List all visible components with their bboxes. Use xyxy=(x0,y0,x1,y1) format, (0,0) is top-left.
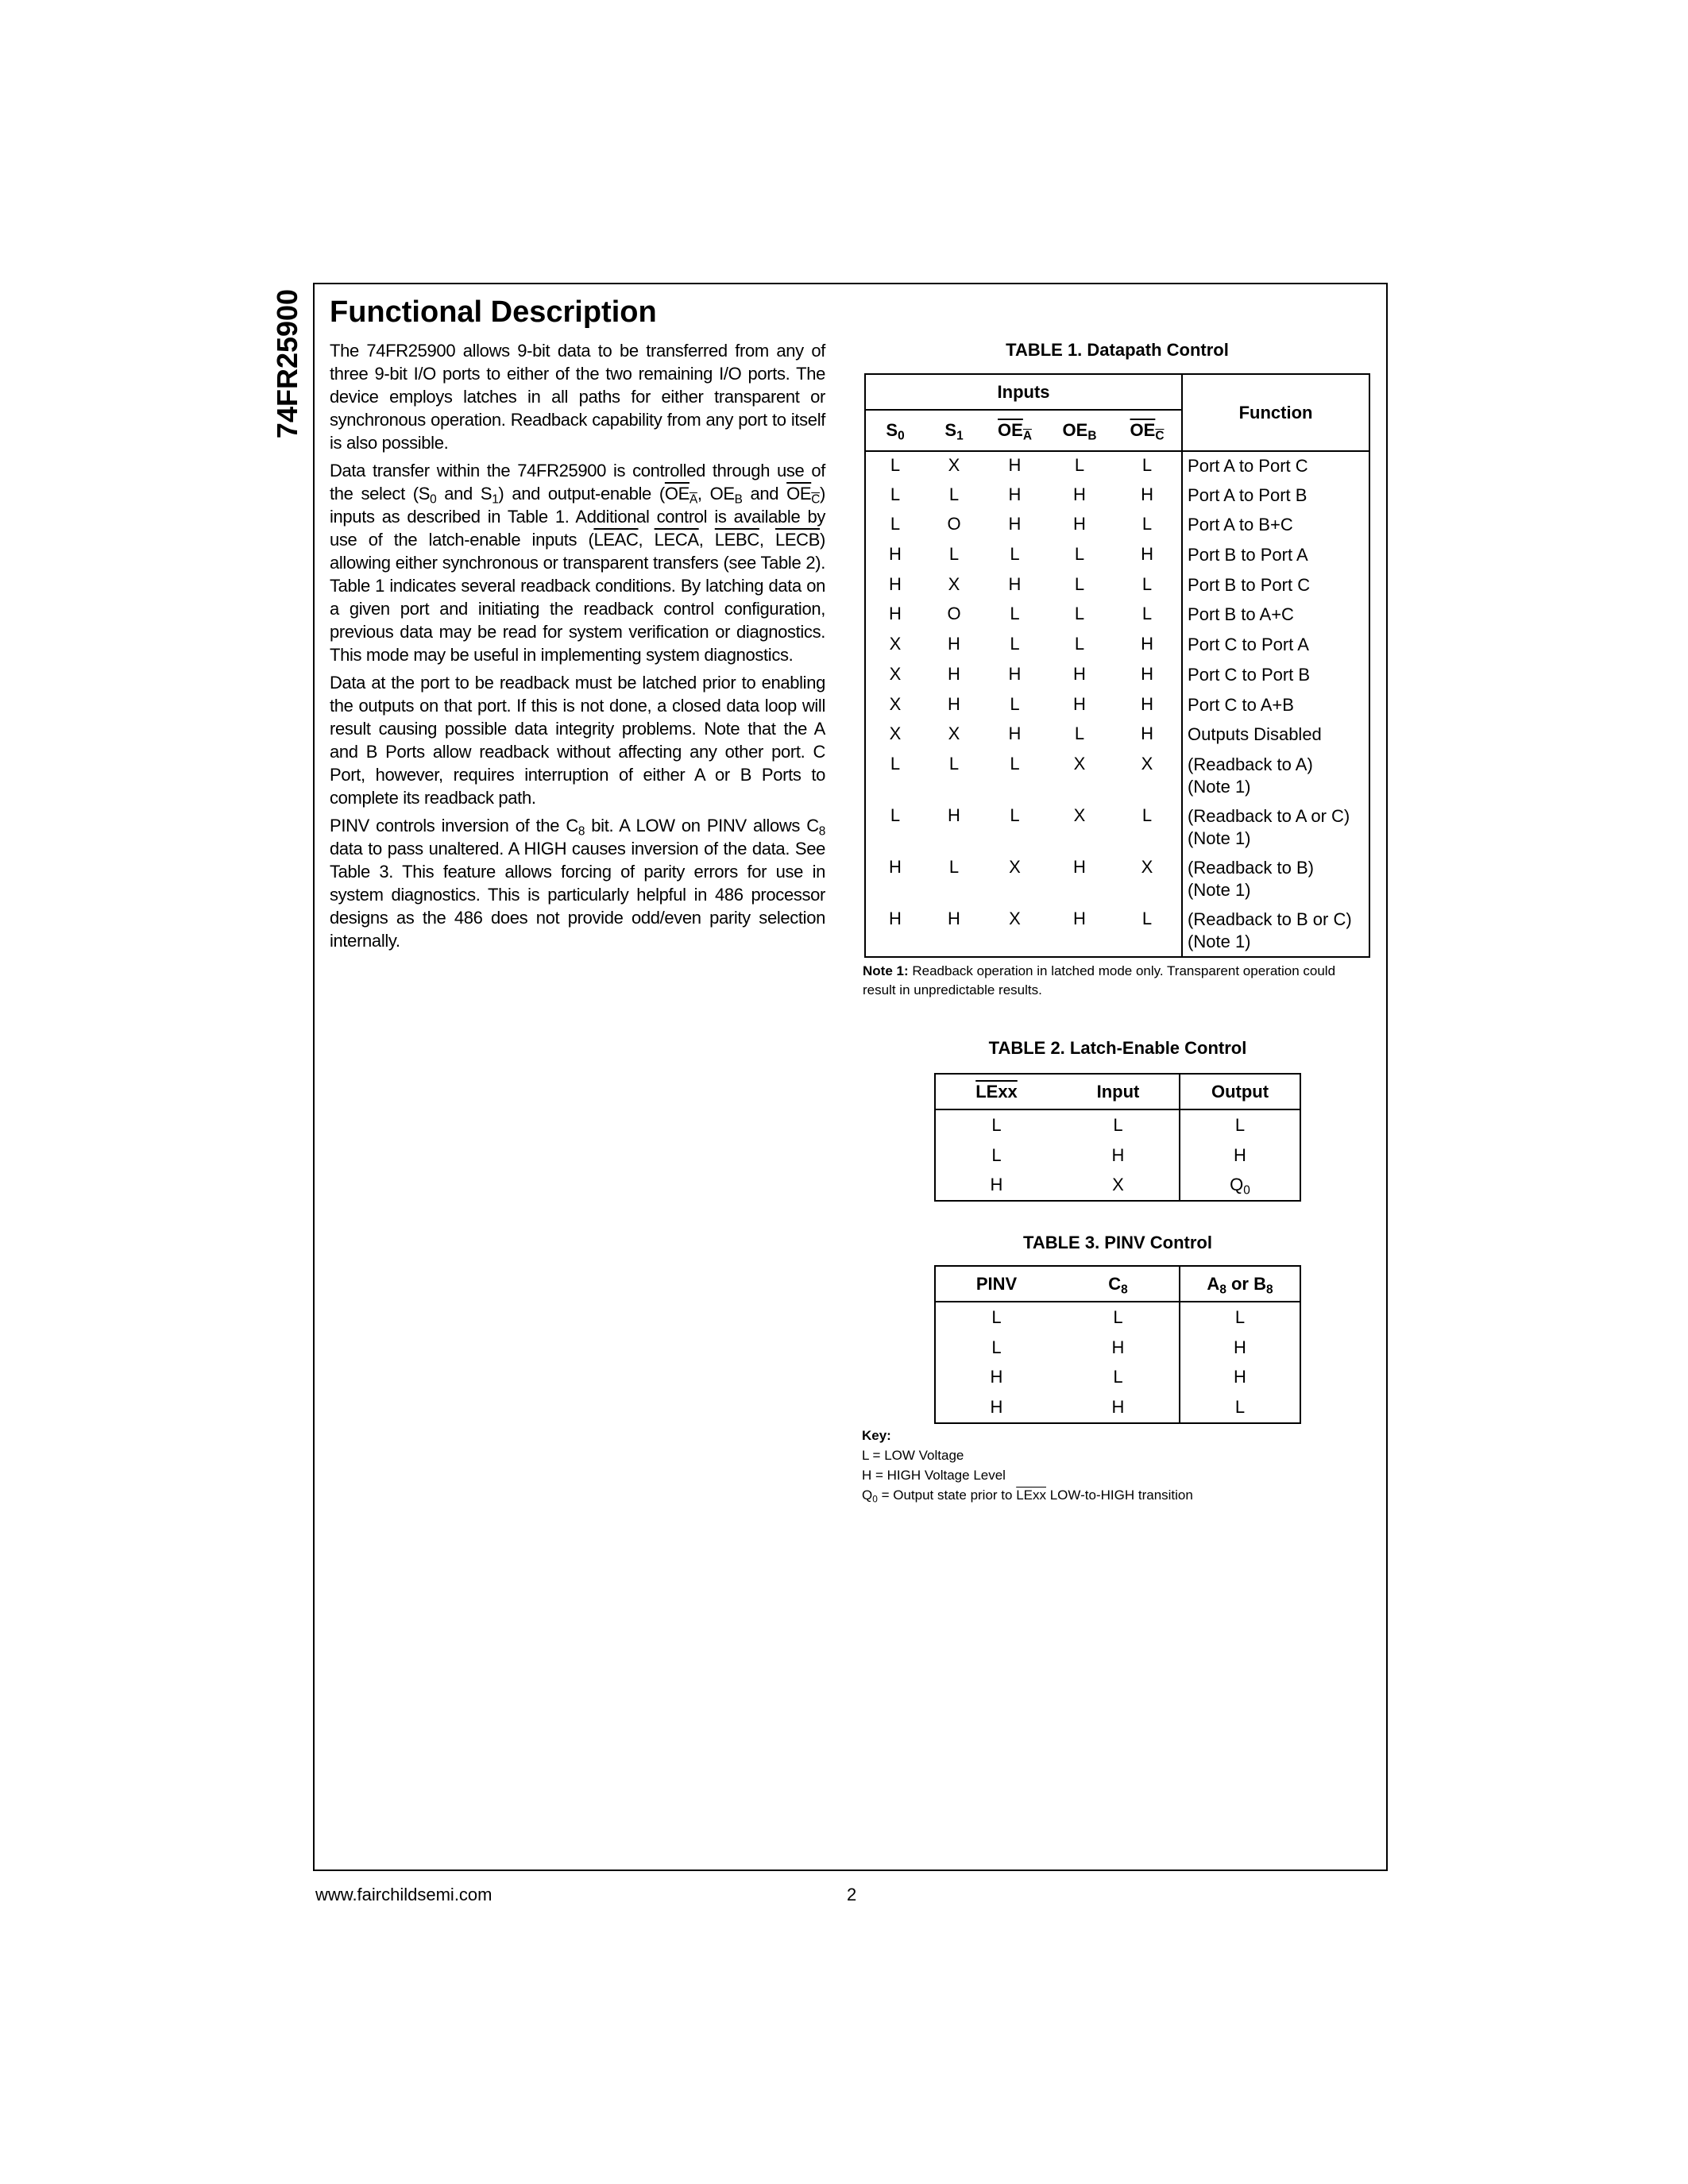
table-cell: H xyxy=(948,634,960,654)
table-cell: X xyxy=(1141,753,1153,774)
table-cell: L xyxy=(948,856,960,877)
table-cell: L xyxy=(1141,514,1153,534)
table-cell: X xyxy=(1009,856,1021,877)
table-row xyxy=(865,631,1369,661)
table-cell: L xyxy=(1074,573,1085,594)
subscript: A xyxy=(689,492,697,507)
function-text: Port B to A+C xyxy=(1188,604,1294,625)
table-cell: H xyxy=(948,663,960,684)
function-text: (Readback to A or C) xyxy=(1188,805,1350,826)
table-row xyxy=(935,1302,1300,1333)
text-run: The 74FR25900 allows 9-bit data to be transferred from any of three 9-bit I/O ports to either of the two remaining I/O ports. The device employs latches in all paths for either transparent or synchronous operation. Readback capability from any port to itself is also possible. xyxy=(330,341,825,453)
table-cell: L xyxy=(1010,753,1020,774)
table-cell: H xyxy=(1141,693,1153,714)
table-cell: L xyxy=(890,484,901,504)
text-run: L = LOW Voltage xyxy=(862,1448,964,1463)
text-run: ) inputs as described in Table 1. Additional control is available by use of the latch-enable inputs ( xyxy=(330,484,825,550)
column-header xyxy=(1180,1266,1300,1302)
table-cell xyxy=(1180,1109,1300,1140)
text-run: S xyxy=(886,420,898,440)
table-cell: H xyxy=(1073,484,1086,504)
description-body xyxy=(330,339,825,957)
table-cell: L xyxy=(1141,573,1153,594)
subscript: 1 xyxy=(956,429,964,443)
text-run: L xyxy=(1113,1114,1123,1135)
table-row xyxy=(865,854,1369,905)
table-cell: H xyxy=(1073,693,1086,714)
text-run: H xyxy=(1234,1144,1246,1165)
table-cell xyxy=(1180,1170,1300,1201)
footer-url[interactable]: www.fairchildsemi.com xyxy=(315,1885,492,1904)
text-run: LECB xyxy=(774,530,821,550)
table-cell: H xyxy=(1008,484,1022,504)
subscript: B xyxy=(1087,429,1097,443)
table-cell: L xyxy=(948,484,960,504)
table-cell: L xyxy=(1141,604,1153,624)
text-run: , xyxy=(638,530,655,550)
table-cell: L xyxy=(1074,723,1085,744)
column-header xyxy=(935,1266,1057,1302)
key-title: Key: xyxy=(862,1428,891,1443)
text-run: A xyxy=(1207,1273,1220,1294)
text-run: OE xyxy=(1062,420,1088,440)
subscript: 1 xyxy=(492,492,499,507)
function-note: (Note 1) xyxy=(1188,879,1251,900)
table-cell: X xyxy=(889,634,902,654)
column-header xyxy=(1046,410,1113,451)
latch-enable-control-table xyxy=(934,1073,1301,1202)
table-cell: H xyxy=(1141,663,1153,684)
column-header xyxy=(1057,1266,1180,1302)
inputs-header: Inputs xyxy=(865,374,1182,410)
table-row xyxy=(935,1333,1300,1363)
subscript: 0 xyxy=(898,429,905,443)
text-run: or B xyxy=(1226,1273,1266,1294)
subscript: B xyxy=(734,492,743,507)
table-cell xyxy=(1180,1140,1300,1171)
text-run: H xyxy=(1234,1337,1246,1357)
table-cell: L xyxy=(1074,455,1085,475)
table-cell: H xyxy=(1008,455,1022,475)
text-run: LECA xyxy=(654,530,699,550)
subscript: A xyxy=(1022,429,1032,443)
table-cell: L xyxy=(1141,805,1153,825)
text-run: and S xyxy=(436,484,492,504)
text-run: L xyxy=(1113,1367,1123,1387)
text-run: L xyxy=(1234,1306,1246,1327)
key-line xyxy=(862,1445,1193,1465)
table-cell: X xyxy=(1073,805,1086,825)
function-text: Port B to Port C xyxy=(1188,574,1311,595)
function-cell xyxy=(1182,481,1369,511)
table-cell: H xyxy=(889,573,902,594)
table-row xyxy=(865,661,1369,691)
text-run: , OE xyxy=(697,484,735,504)
table-cell xyxy=(1057,1333,1180,1363)
table-cell: L xyxy=(1010,604,1020,624)
function-cell xyxy=(1182,691,1369,721)
table-row xyxy=(865,905,1369,957)
table-cell xyxy=(1057,1302,1180,1333)
text-run: ) allowing either synchronous or transparent transfers (see Table 2). Table 1 indicates several readback conditions. By latching data on a given port and initiating the readback control configuration, previous data may be read for system verification or diagnostics. This mode may be useful in implementing system diagnostics. xyxy=(330,530,826,665)
subscript: 8 xyxy=(818,824,825,839)
text-run: S xyxy=(944,420,957,440)
table-row xyxy=(865,541,1369,571)
subscript: 8 xyxy=(1219,1283,1226,1297)
paragraph xyxy=(330,671,825,809)
key-line xyxy=(862,1465,1193,1485)
text-run: LEBC xyxy=(714,530,759,550)
subscript: 8 xyxy=(577,824,585,839)
table-cell xyxy=(1057,1392,1180,1423)
table-cell: X xyxy=(1073,753,1086,774)
subscript: 8 xyxy=(1121,1283,1128,1297)
function-cell xyxy=(1182,631,1369,661)
table-cell: O xyxy=(947,604,961,624)
text-run: H = HIGH Voltage Level xyxy=(862,1468,1006,1483)
text-run: , xyxy=(698,530,715,550)
table-cell: L xyxy=(1010,693,1020,714)
table-cell: L xyxy=(948,753,960,774)
table-cell xyxy=(935,1362,1057,1392)
table-cell: H xyxy=(889,908,902,928)
column-header xyxy=(865,410,925,451)
function-cell xyxy=(1182,451,1369,481)
function-cell xyxy=(1182,802,1369,854)
key-line xyxy=(862,1485,1193,1505)
table-cell: L xyxy=(890,805,901,825)
text-run: L xyxy=(991,1306,1002,1327)
function-cell xyxy=(1182,854,1369,905)
column-header xyxy=(1057,1074,1180,1109)
text-run: H xyxy=(990,1396,1003,1417)
table-cell: H xyxy=(1073,514,1086,534)
table-cell: L xyxy=(1074,634,1085,654)
table-cell: H xyxy=(1008,723,1022,744)
function-cell xyxy=(1182,720,1369,751)
table-row xyxy=(865,600,1369,631)
table-cell: H xyxy=(1008,514,1022,534)
part-number-side-label: 74FR25900 xyxy=(271,288,303,439)
table-cell xyxy=(935,1170,1057,1201)
table-cell: L xyxy=(890,514,901,534)
table-cell: H xyxy=(1073,856,1086,877)
table-row xyxy=(935,1170,1300,1201)
function-cell xyxy=(1182,600,1369,631)
table1-note xyxy=(863,962,1371,1000)
table-cell: H xyxy=(1073,908,1086,928)
text-run: H xyxy=(1111,1337,1125,1357)
table-row xyxy=(865,571,1369,601)
function-cell xyxy=(1182,541,1369,571)
table-cell: X xyxy=(1141,856,1153,877)
subscript: C xyxy=(1155,429,1165,443)
function-cell xyxy=(1182,571,1369,601)
table-cell xyxy=(1180,1392,1300,1423)
function-text: Port C to Port B xyxy=(1188,664,1311,685)
table-cell: H xyxy=(1141,634,1153,654)
column-header xyxy=(983,410,1046,451)
table-cell xyxy=(1057,1140,1180,1171)
table-cell: L xyxy=(1141,455,1153,475)
table-cell xyxy=(935,1109,1057,1140)
table-cell xyxy=(1180,1302,1300,1333)
table-cell xyxy=(935,1302,1057,1333)
text-run: , xyxy=(759,530,775,550)
text-run: L xyxy=(991,1144,1002,1165)
text-run: Output xyxy=(1211,1081,1269,1102)
table-cell xyxy=(935,1140,1057,1171)
table-cell: L xyxy=(1074,604,1085,624)
subscript: 0 xyxy=(430,492,437,507)
table-cell xyxy=(1180,1333,1300,1363)
text-run: Data at the port to be readback must be latched prior to enabling the outputs on that port. If this is not done, a closed data loop will result causing possible data integrity problems. Note that the A and B Ports allow readback without affecting any other port. C Port, however, requires interruption of either A or B Ports to complete its readback path. xyxy=(330,673,825,808)
text-run: Data transfer within the 74FR25900 is controlled through use of the select (S xyxy=(330,461,825,504)
table-cell: L xyxy=(1010,634,1020,654)
text-run: L xyxy=(1113,1306,1123,1327)
function-text: Port C to A+B xyxy=(1188,694,1294,715)
text-run: Q xyxy=(1230,1175,1244,1195)
function-text: (Readback to B) xyxy=(1188,857,1314,878)
table-row xyxy=(865,720,1369,751)
text-run: L xyxy=(1234,1114,1246,1135)
text-run: L xyxy=(1234,1396,1246,1417)
function-cell xyxy=(1182,661,1369,691)
table-row xyxy=(935,1362,1300,1392)
function-text: (Readback to B or C) xyxy=(1188,909,1352,929)
table-cell: H xyxy=(1008,573,1022,594)
table-cell: L xyxy=(948,544,960,565)
text-run: $\overline{OE}$ xyxy=(1130,420,1156,440)
table-cell: H xyxy=(889,856,902,877)
text-run: L xyxy=(991,1114,1002,1135)
table-cell xyxy=(1057,1362,1180,1392)
table-cell: X xyxy=(889,723,902,744)
function-header: Function xyxy=(1182,374,1369,451)
note-label: Note 1: xyxy=(863,963,909,978)
text-run: Q xyxy=(862,1488,873,1503)
text-run: Input xyxy=(1096,1081,1140,1102)
table-cell: X xyxy=(948,573,960,594)
table-cell: X xyxy=(948,723,960,744)
text-run: $\overline{OE}$ xyxy=(664,484,689,504)
function-note: (Note 1) xyxy=(1188,776,1251,797)
note-text: Readback operation in latched mode only. Transparent operation could result in unpredictable results. xyxy=(863,963,1336,997)
table-cell: L xyxy=(890,455,901,475)
text-run: ) and output-enable ( xyxy=(498,484,665,504)
function-text: Outputs Disabled xyxy=(1188,724,1322,745)
table-row xyxy=(865,802,1369,854)
table-cell xyxy=(935,1392,1057,1423)
table3-title: TABLE 3. PINV Control xyxy=(1023,1233,1212,1252)
text-run: H xyxy=(1111,1396,1125,1417)
function-text: Port A to Port B xyxy=(1188,484,1308,505)
text-run: X xyxy=(1112,1175,1124,1195)
section-heading: Functional Description xyxy=(330,295,657,329)
function-cell xyxy=(1182,751,1369,802)
subscript: C xyxy=(811,492,820,507)
column-header xyxy=(1180,1074,1300,1109)
table-cell xyxy=(1057,1109,1180,1140)
pinv-control-table xyxy=(934,1265,1301,1424)
function-text: Port A to B+C xyxy=(1188,515,1293,535)
text-run: C xyxy=(1108,1273,1122,1294)
text-run: LExx xyxy=(1016,1488,1046,1503)
table-cell: H xyxy=(1141,544,1153,565)
table-cell: X xyxy=(889,663,902,684)
datapath-control-table xyxy=(864,373,1370,958)
table-cell xyxy=(1180,1362,1300,1392)
table-cell: L xyxy=(1010,805,1020,825)
column-header xyxy=(1113,410,1182,451)
subscript: 0 xyxy=(872,1493,878,1505)
subscript: 8 xyxy=(1266,1283,1273,1297)
table-cell: O xyxy=(947,514,961,534)
table-cell: H xyxy=(1141,484,1153,504)
function-note: (Note 1) xyxy=(1188,828,1251,848)
text-run: data to pass unaltered. A HIGH causes inversion of the data. See Table 3. This feature allows forcing of parity errors for use in system diagnostics. This is particularly helpful in 486 processor designs as the 486 does not provide odd/even parity selection internally. xyxy=(330,839,825,951)
text-run: H xyxy=(990,1367,1003,1387)
table-cell: H xyxy=(1008,663,1022,684)
table-cell: H xyxy=(948,805,960,825)
key-legend xyxy=(862,1426,1193,1505)
function-note: (Note 1) xyxy=(1188,931,1251,951)
table-cell: L xyxy=(1010,544,1020,565)
table-cell: L xyxy=(890,753,901,774)
subscript: 0 xyxy=(1243,1183,1250,1198)
paragraph xyxy=(330,459,825,666)
table-cell: L xyxy=(1141,908,1153,928)
table2-title: TABLE 2. Latch-Enable Control xyxy=(988,1038,1247,1058)
table-cell: H xyxy=(1073,663,1086,684)
paragraph xyxy=(330,814,825,952)
table-cell: X xyxy=(1009,908,1021,928)
table-row xyxy=(935,1392,1300,1423)
page-number: 2 xyxy=(847,1885,857,1904)
text-run: $\overline{OE}$ xyxy=(786,484,812,504)
table-row xyxy=(865,481,1369,511)
text-run: PINV xyxy=(975,1273,1018,1294)
text-run: and xyxy=(742,484,787,504)
table-row xyxy=(935,1140,1300,1171)
text-run: $\overline{OE}$ xyxy=(998,420,1023,440)
table-cell: L xyxy=(1074,544,1085,565)
text-run: L xyxy=(991,1337,1002,1357)
text-run: H xyxy=(1234,1367,1246,1387)
function-text: (Readback to A) xyxy=(1188,754,1313,774)
table-cell: H xyxy=(948,908,960,928)
function-cell xyxy=(1182,905,1369,957)
paragraph xyxy=(330,339,825,454)
table-cell xyxy=(1057,1170,1180,1201)
text-run: LExx xyxy=(975,1081,1018,1102)
function-cell xyxy=(1182,511,1369,541)
text-run: H xyxy=(1111,1144,1125,1165)
table-cell: H xyxy=(889,544,902,565)
table-cell: X xyxy=(889,693,902,714)
text-run: PINV controls inversion of the C xyxy=(330,816,578,835)
table-cell: X xyxy=(948,455,960,475)
text-run: H xyxy=(990,1175,1003,1195)
table-row xyxy=(865,691,1369,721)
table-row xyxy=(865,511,1369,541)
table-row xyxy=(865,751,1369,802)
table-row xyxy=(935,1109,1300,1140)
function-text: Port C to Port A xyxy=(1188,635,1309,655)
table1-title: TABLE 1. Datapath Control xyxy=(1006,340,1229,360)
text-run: LOW-to-HIGH transition xyxy=(1046,1488,1193,1503)
table-cell: H xyxy=(948,693,960,714)
function-text: Port B to Port A xyxy=(1188,545,1308,565)
table-cell: H xyxy=(1141,723,1153,744)
table-cell: H xyxy=(889,604,902,624)
table-row xyxy=(865,451,1369,481)
function-text: Port A to Port C xyxy=(1188,456,1308,476)
column-header xyxy=(925,410,983,451)
text-run: bit. A LOW on PINV allows C xyxy=(585,816,819,835)
text-run: LEAC xyxy=(593,530,639,550)
column-header xyxy=(935,1074,1057,1109)
table-cell xyxy=(935,1333,1057,1363)
text-run: = Output state prior to xyxy=(877,1488,1017,1503)
